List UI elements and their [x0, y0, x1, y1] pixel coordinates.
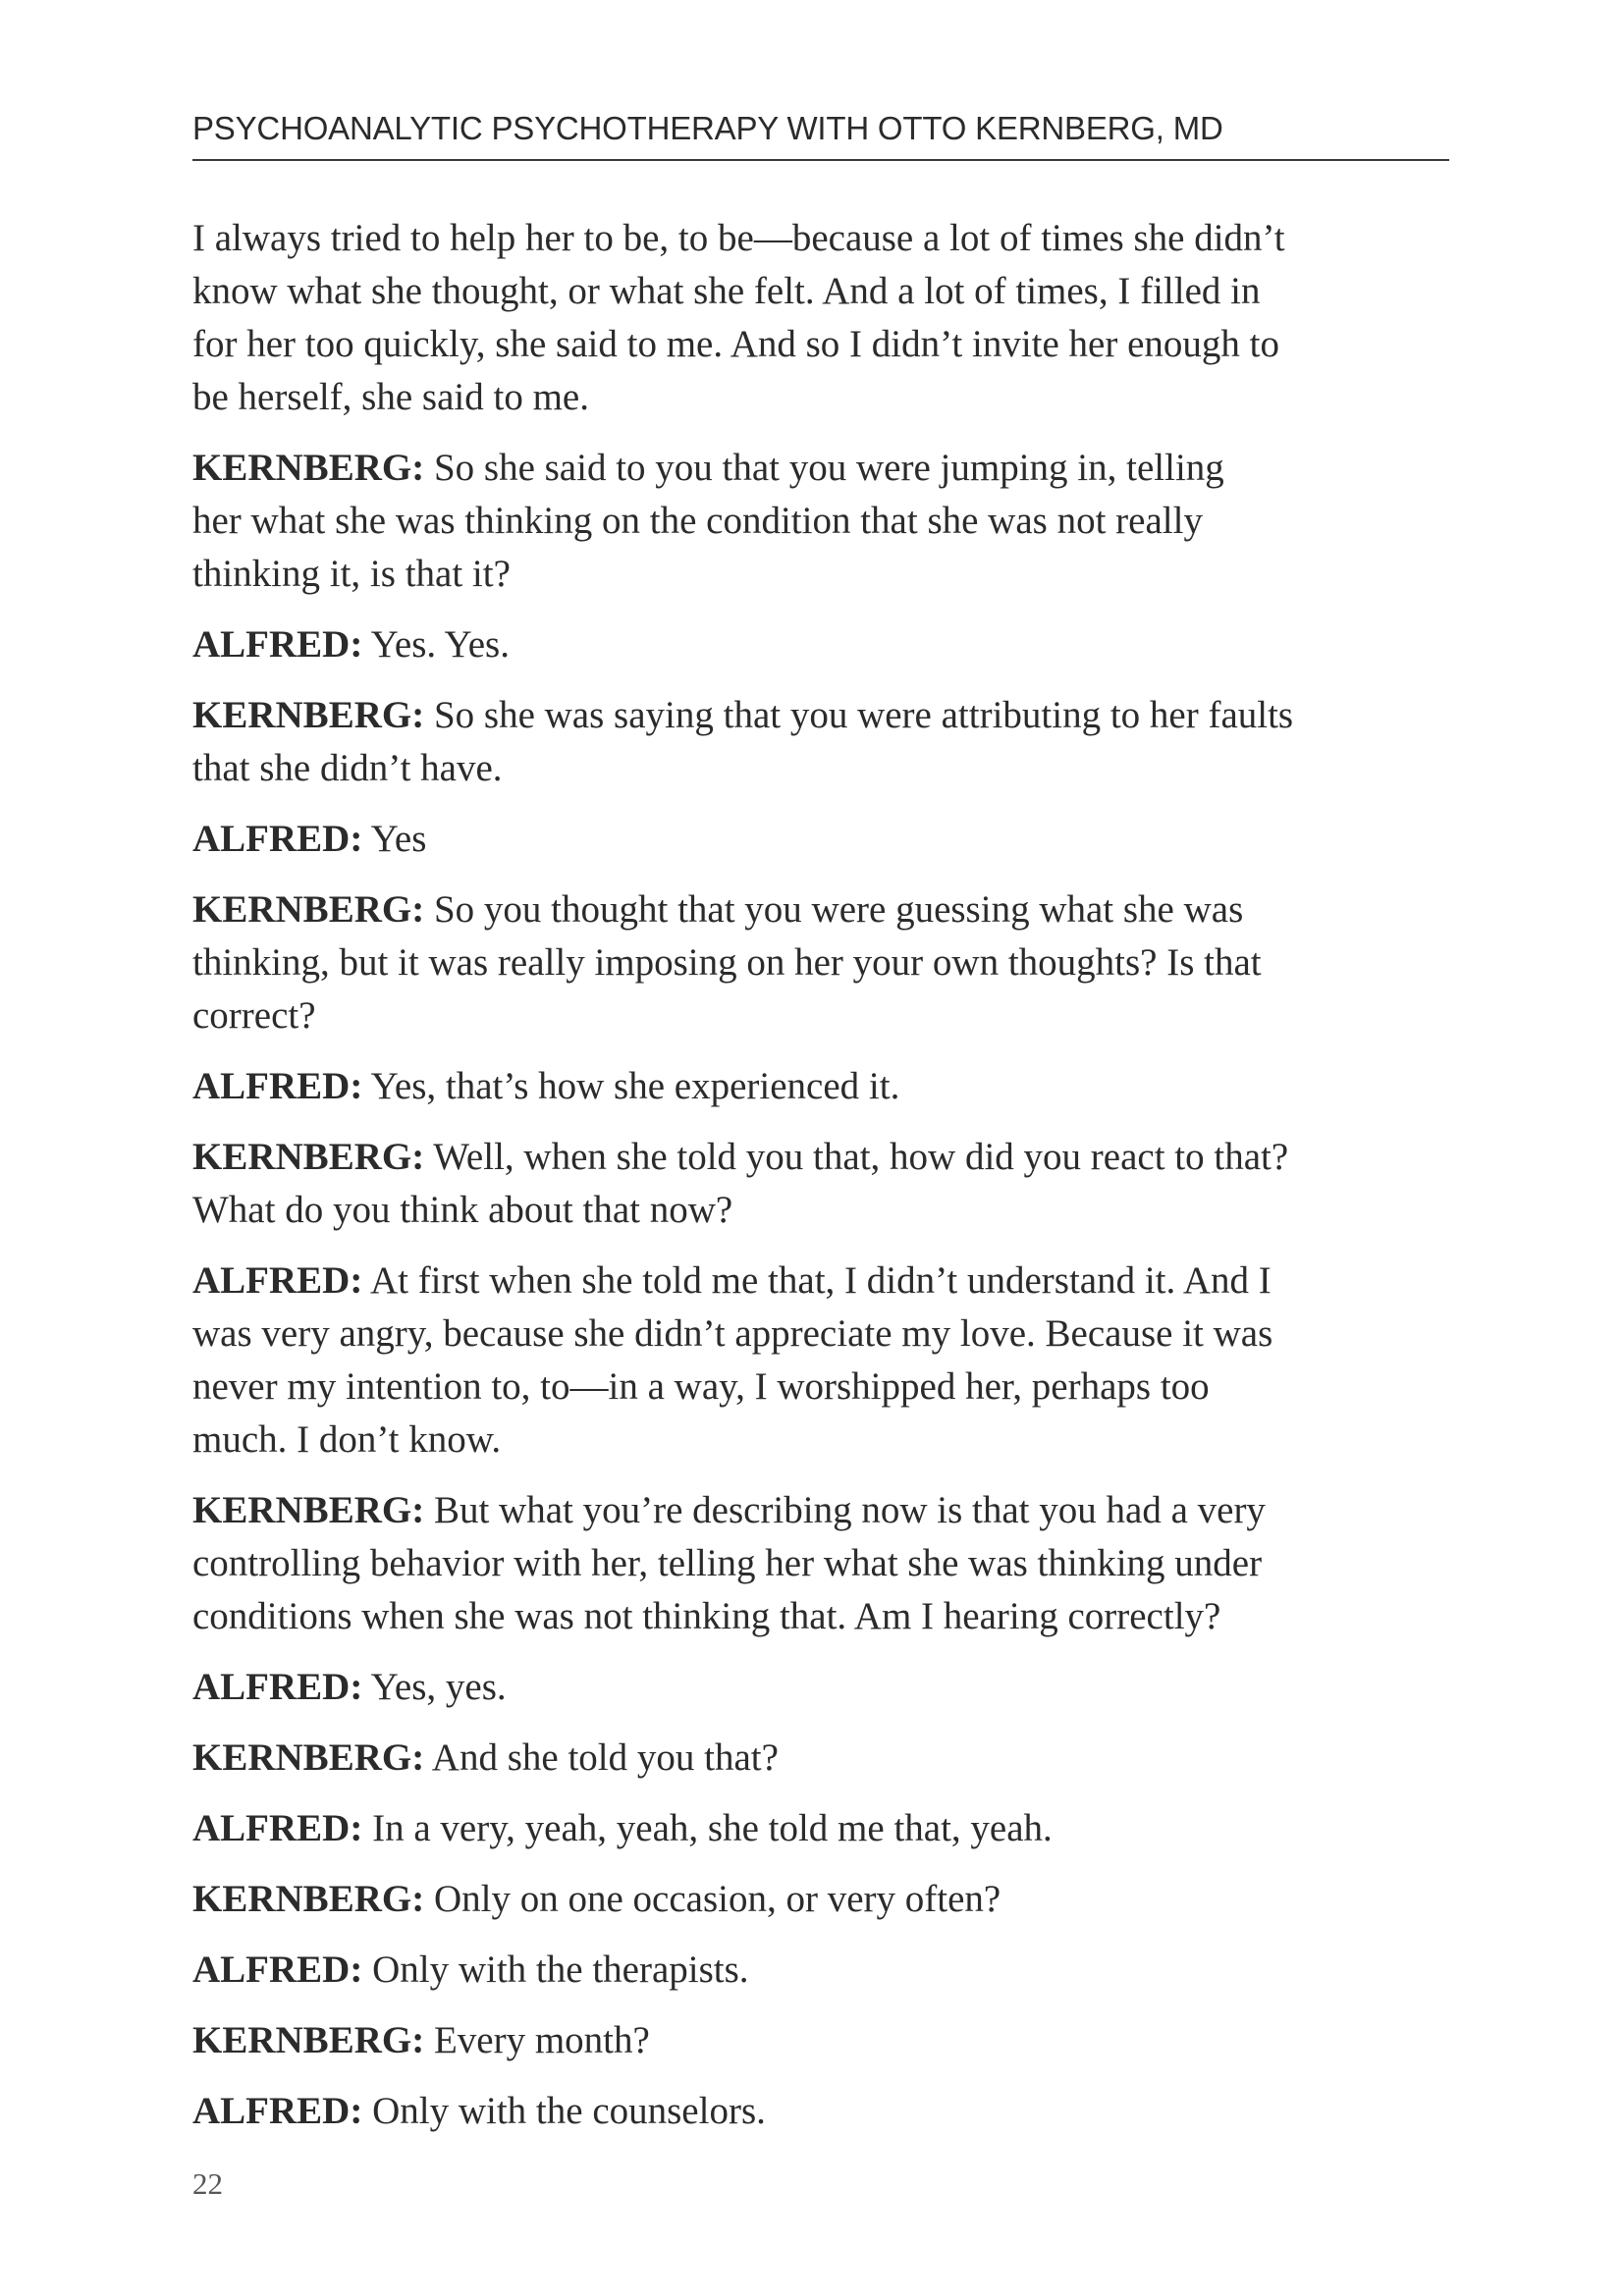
- transcript-paragraph: [192, 1484, 1459, 1643]
- transcript-paragraph: [192, 1255, 1459, 1467]
- transcript-paragraph: [192, 1661, 1459, 1714]
- transcript-line: So she was saying that you were attributing to her faults: [424, 694, 1294, 736]
- transcript-line: be herself, she said to me.: [192, 376, 589, 418]
- transcript-paragraph: [192, 1060, 1459, 1113]
- transcript-body: [192, 212, 1459, 2156]
- transcript-line: So you thought that you were guessing what she was: [424, 888, 1244, 931]
- transcript-line: Yes, yes.: [362, 1666, 507, 1708]
- speaker-label: ALFRED:: [192, 1259, 363, 1302]
- transcript-line: Only with the therapists.: [362, 1949, 749, 1991]
- transcript-paragraph: [192, 689, 1459, 795]
- page-number: 22: [192, 2166, 223, 2201]
- transcript-line: In a very, yeah, yeah, she told me that, yeah.: [362, 1807, 1053, 1849]
- transcript-line: that she didn’t have.: [192, 747, 503, 789]
- transcript-line: was very angry, because she didn’t appreciate my love. Because it was: [192, 1312, 1273, 1355]
- transcript-line: Yes: [362, 818, 427, 860]
- running-head: PSYCHOANALYTIC PSYCHOTHERAPY WITH OTTO KERNBERG, MD: [192, 110, 1223, 146]
- speaker-label: ALFRED:: [192, 1666, 363, 1708]
- speaker-label: ALFRED:: [192, 818, 363, 860]
- transcript-line: know what she thought, or what she felt. And a lot of times, I filled in: [192, 270, 1261, 312]
- speaker-label: KERNBERG:: [192, 447, 425, 489]
- speaker-label: KERNBERG:: [192, 1878, 425, 1920]
- transcript-line: At first when she told me that, I didn’t understand it. And I: [362, 1259, 1271, 1302]
- transcript-line: Well, when she told you that, how did you react to that?: [424, 1136, 1289, 1178]
- header-rule: [192, 159, 1449, 161]
- speaker-label: KERNBERG:: [192, 2019, 425, 2061]
- transcript-line: her what she was thinking on the condition that she was not really: [192, 500, 1203, 542]
- transcript-line: Only on one occasion, or very often?: [424, 1878, 1001, 1920]
- transcript-paragraph: [192, 813, 1459, 866]
- transcript-line: What do you think about that now?: [192, 1189, 733, 1231]
- transcript-line: conditions when she was not thinking that. Am I hearing correctly?: [192, 1595, 1221, 1637]
- transcript-line: Every month?: [424, 2019, 650, 2061]
- transcript-line: But what you’re describing now is that you had a very: [424, 1489, 1266, 1531]
- transcript-line: controlling behavior with her, telling her what she was thinking under: [192, 1542, 1263, 1584]
- transcript-line: correct?: [192, 994, 316, 1037]
- transcript-line: thinking, but it was really imposing on her your own thoughts? Is that: [192, 941, 1262, 984]
- transcript-paragraph: [192, 1802, 1459, 1855]
- transcript-paragraph: [192, 618, 1459, 671]
- transcript-line: Yes, that’s how she experienced it.: [362, 1065, 900, 1107]
- transcript-line: And she told you that?: [424, 1736, 779, 1779]
- transcript-paragraph: [192, 2085, 1459, 2138]
- transcript-paragraph: [192, 442, 1459, 601]
- speaker-label: KERNBERG:: [192, 1736, 425, 1779]
- speaker-label: ALFRED:: [192, 623, 363, 666]
- transcript-paragraph: [192, 1944, 1459, 1997]
- speaker-label: KERNBERG:: [192, 1489, 425, 1531]
- transcript-line: Only with the counselors.: [362, 2090, 766, 2132]
- transcript-line: never my intention to, to—in a way, I worshipped her, perhaps too: [192, 1365, 1210, 1408]
- speaker-label: KERNBERG:: [192, 888, 425, 931]
- transcript-line: Yes. Yes.: [362, 623, 510, 666]
- transcript-paragraph: [192, 1873, 1459, 1926]
- transcript-paragraph: [192, 2014, 1459, 2067]
- transcript-paragraph: [192, 1732, 1459, 1785]
- transcript-line: for her too quickly, she said to me. And so I didn’t invite her enough to: [192, 323, 1279, 365]
- transcript-paragraph: [192, 883, 1459, 1042]
- transcript-paragraph: [192, 212, 1459, 424]
- transcript-line: much. I don’t know.: [192, 1418, 502, 1461]
- transcript-paragraph: [192, 1131, 1459, 1237]
- speaker-label: ALFRED:: [192, 2090, 363, 2132]
- speaker-label: KERNBERG:: [192, 694, 425, 736]
- transcript-line: thinking it, is that it?: [192, 553, 511, 595]
- speaker-label: KERNBERG:: [192, 1136, 425, 1178]
- speaker-label: ALFRED:: [192, 1065, 363, 1107]
- speaker-label: ALFRED:: [192, 1807, 363, 1849]
- speaker-label: ALFRED:: [192, 1949, 363, 1991]
- transcript-line: I always tried to help her to be, to be—because a lot of times she didn’t: [192, 217, 1285, 259]
- transcript-line: So she said to you that you were jumping in, telling: [424, 447, 1224, 489]
